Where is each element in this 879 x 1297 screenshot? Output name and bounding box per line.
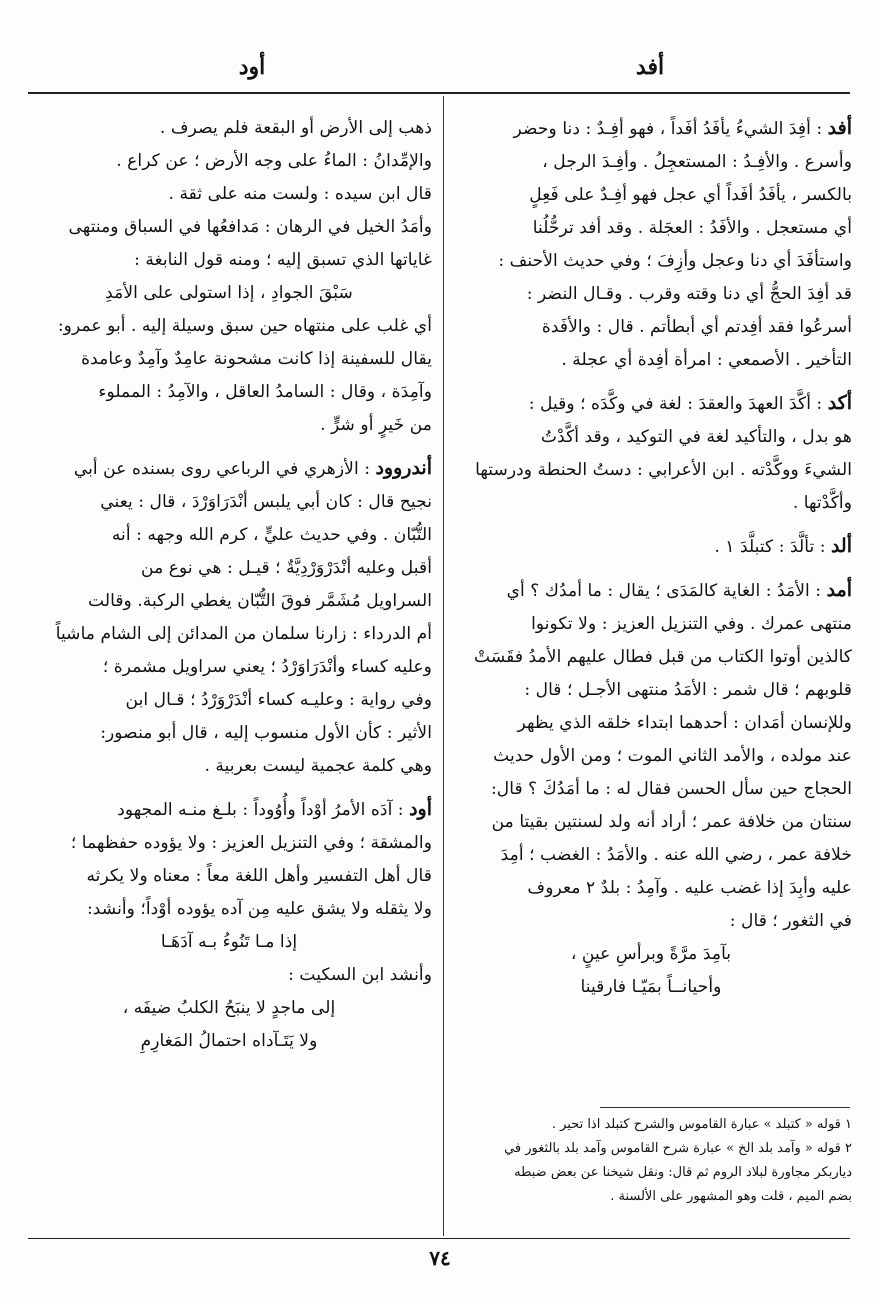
- footnote: بضم الميم ، قلت وهو المشهور على الألسنة .: [610, 1189, 852, 1204]
- headword-andrawurd: أندروود: [375, 457, 432, 479]
- entry-akd: أكد : أكَّدَ العهدَ والعقدَ : لغة في وكَّدَه ؛ وقيل : هو بدل ، والتأكيد لغة في التوكيد ، وقد أكَّدْتُ الشيءَ ووكَّدْته . ابن الأعرابي : دستُ الحنطة ودرستها وأكَّدْتها .: [475, 392, 852, 513]
- footnotes: [450, 1113, 852, 1209]
- running-head-left: أود: [238, 54, 266, 80]
- right-column: [450, 112, 852, 1014]
- column-divider: [443, 96, 444, 1236]
- verse-line: وأحيانــاً بمَيّـا فارقينا: [580, 977, 722, 997]
- verse-line: ولا يَتَـآداه احتمالُ المَغارِمِ: [140, 1031, 318, 1051]
- top-rule: [28, 92, 850, 94]
- bottom-rule: [28, 1238, 850, 1239]
- verse-line: إذا مـا تَنُوءُ بـه آدَهَـا: [160, 932, 298, 952]
- entry-andrawurd: أندروود : الأزهري في الرباعي روى بسنده عن أبي نجيح قال : كان أبي يلبس أنْدَرَاوَرْدَ ، قال : يعني التُّبّان . وفي حديث عليٍّ ، كرم الله وجهه : أنه أقبل وعليه أنْدَرْوَرْدِيَّةٌ ؛ قيـل : هي نوع من السراويل مُشَمَّر فوقَ التُّبّان يغطي الركبة. وقالت أم الدرداء : زارنا سلمان من المدائن إلى الشام ماشياً وعليه كساء وأنْدَرَاوَرْدُ ؛ يعني سراويل مشمرة ؛ وفي رواية : وعليـه كساء أنْدَرْوَرْدُ ؛ قـال ابن الأثير : كأن الأول منسوب إليه ، قال أبو منصور: وهي كلمة عجمية ليست بعربية .: [55, 457, 432, 776]
- entry-amd: أمد : الأمَدُ : الغاية كالمَدَى ؛ يقال : ما أمدُك ؟ أي منتهى عمرك . وفي التنزيل العزيز : ولا تكونوا كالذين أوتوا الكتاب من قبل فطال عليهم الأمدُ فقَسَتْ قلوبهم ؛ قال شمر : الأمَدُ منتهى الأجـل ؛ قال : وللإنسان أمَدان : أحدهما ابتداء خلقه الذي يظهر عند مولده ، والأمد الثاني الموت ؛ ومن الأول حديث الحجاج حين سأل الحسن فقال له : ما أمَدُكَ ؟ قال: سنتان من خلافة عمر ؛ أراد أنه ولد لسنتين بقيتا من خلافة عمر ، رضي الله عنه . والأمَدُ : الغضب ؛ أمِدَ عليه وأبِدَ إذا غضب عليه . وآمِدُ : بلدٌ ٢ معروف في الثغور ؛ قال : بآمِدَ مرَّةً وبرأسِ عينٍ ، وأحيانــاً بمَيّـا فارقينا: [450, 574, 852, 1004]
- entry-afd: أفد : أفِدَ الشيءُ يأفَدُ أفَداً ، فهو أفِـدٌ : دنا وحضر وأسرع . والأفِـدُ : المستعجِلُ . وأفِـدَ الرجل ، بالكسر ، يأفَدُ أفَداً أي عجل فهو أفِـدٌ على فَعِلٍ أي مستعجل . والأفَدُ : العجَلة . وقد أفد ترحُّلُنا واستأفَدَ أي دنا وعجل وأزِفَ ؛ وفي حديث الأحنف : قد أفِدَ الحجُّ أي دنا وقته وقرب . وقـال النضر : أسرعُوا فقد أفِدتم أي أبطأتم . قال : والأفَدة التأخير . الأصمعي : امرأة أفِدة أي عجلة .: [498, 117, 852, 370]
- headword-ald: ألد: [830, 535, 852, 557]
- footnote: دياربكر مجاورة لبلاد الروم ثم قال: ونقل شيخنا عن بعض ضبطه: [514, 1165, 852, 1180]
- footnote-rule: [600, 1107, 850, 1108]
- headword-awd: أود: [409, 798, 432, 820]
- verse-line: إلى ماجدٍ لا ينبَحُ الكلبُ ضيفَه ،: [122, 998, 336, 1018]
- entry-amd-continued: ذهب إلى الأرض أو البقعة فلم يصرف . والإمِّدانُ : الماءُ على وجه الأرض ؛ عن كراع . قال ابن سيده : ولست منه على ثقة . وأمَدُ الخيل في الرهان : مَدافعُها في السباق ومنتهى غاياتها الذي تسبق إليه ؛ ومنه قول النابغة : سَبْقَ الجوادِ ، إذا استولى على الأمَدِ أي غلب على منتهاه حين سبق وسيلة إليه . أبو عمرو: يقال للسفينة إذا كانت مشحونة عامِدٌ وآمِدٌ وعامدة وآمِدَة ، وقال : السامدُ العاقل ، والآمِدُ : المملوء من خَيرٍ أو شرٍّ .: [26, 112, 432, 442]
- entry-awd: أود : آدَه الأمرُ أوْداً وأُوُوداً : بلـغ منـه المجهود والمشقة ؛ وفي التنزيل العزيز : ولا يؤوده حفظهما ؛ قال أهل التفسير وأهل اللغة معاً : معناه ولا يكرثه ولا يثقله ولا يشق عليه مِن آده يؤوده أوْداً؛ وأنشد: إذا مـا تَنُوءُ بـه آدَهَـا وأنشد ابن السكيت : إلى ماجدٍ لا ينبَحُ الكلبُ ضيفَه ، ولا يَتَـآداه احتمالُ المَغارِمِ: [26, 793, 432, 1058]
- headword-amd: أمد: [826, 579, 852, 601]
- headword-akd: أكد: [827, 392, 852, 414]
- running-head-right: أفد: [635, 54, 665, 80]
- footnote: ١ قوله « كتبلد » عبارة القاموس والشرح كتبلد اذا تحير .: [551, 1117, 852, 1132]
- left-column: [26, 112, 432, 1068]
- verse-line: سَبْقَ الجوادِ ، إذا استولى على الأمَدِ: [105, 283, 353, 303]
- headword-afd: أفد: [827, 117, 852, 139]
- footnote: ٢ قوله « وآمد بلد الخ » عبارة شرح القاموس وآمد بلد بالثغور في: [504, 1141, 852, 1156]
- page-number: ٧٤: [429, 1246, 451, 1270]
- verse-line: بآمِدَ مرَّةً وبرأسِ عينٍ ،: [570, 944, 732, 964]
- entry-ald: ألد : تألَّدَ : كتبلَّدَ ١ .: [714, 535, 852, 557]
